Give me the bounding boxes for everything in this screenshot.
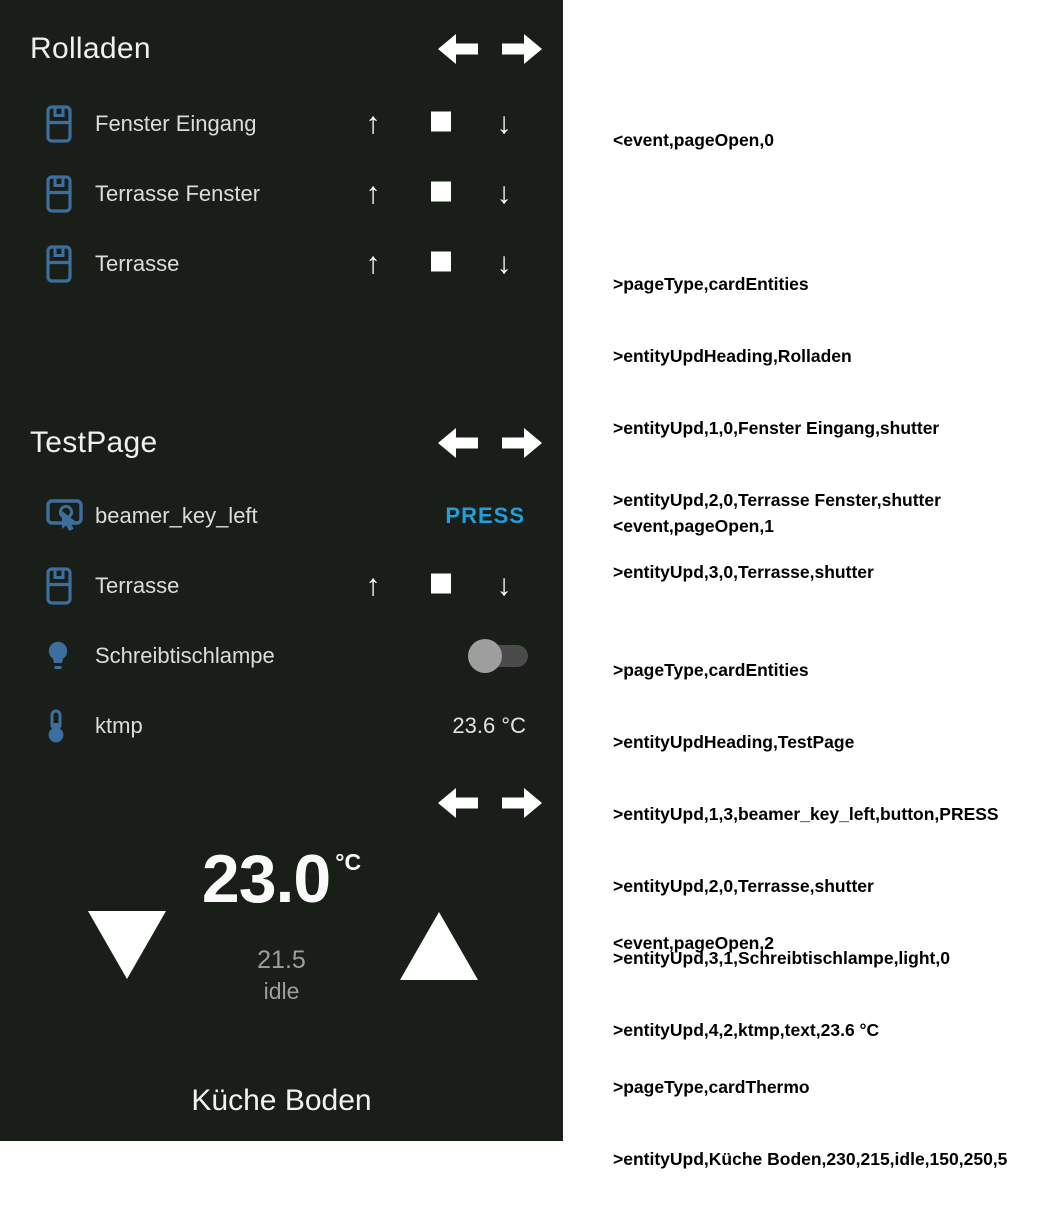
nav-prev-button left-arrow-icon[interactable] <box>438 428 478 458</box>
current-temperature-value: 23.0 <box>201 841 331 917</box>
page-nav <box>438 34 542 64</box>
shutter-stop-button stop-icon[interactable] <box>426 252 456 277</box>
log-line: >entityUpd,2,0,Terrasse,shutter <box>613 876 874 896</box>
entity-label: Terrasse <box>95 251 180 276</box>
log-gap <box>613 1003 1007 1027</box>
hvac-state: idle <box>263 978 300 1004</box>
log-gap <box>613 586 999 610</box>
entity-row <box>0 551 563 621</box>
light-toggle-switch[interactable] <box>468 639 528 673</box>
target-temperature: 21.5 <box>257 946 306 974</box>
thermometer-icon <box>46 709 66 743</box>
log-event-line: <event,pageOpen,2 <box>613 933 774 953</box>
shutter-down-button down-arrow-icon[interactable]: ↓ <box>496 107 512 140</box>
shutter-up-button up-arrow-icon[interactable]: ↑ <box>365 107 381 140</box>
card-rolladen-rows <box>0 89 563 299</box>
lightbulb-icon <box>46 641 70 671</box>
log-line: >entityUpd,3,1,Schreibtischlampe,light,0 <box>613 948 950 968</box>
shutter-up-button up-arrow-icon[interactable]: ↑ <box>365 569 381 602</box>
sensor-value: 23.6 °C <box>452 713 526 738</box>
log-line: >entityUpd,Küche Boden,230,215,idle,150,250,5 <box>613 1149 1008 1169</box>
nav-prev-button left-arrow-icon[interactable] <box>438 34 478 64</box>
log-event-line: <event,pageOpen,0 <box>613 130 774 150</box>
temperature-unit: °C <box>335 849 362 875</box>
log-gap <box>613 200 941 224</box>
nav-next-button right-arrow-icon[interactable] <box>502 788 542 818</box>
shutter-stop-button stop-icon[interactable] <box>426 112 456 137</box>
entity-label: Schreibtischlampe <box>95 643 275 668</box>
log-line: >entityUpd,1,0,Fenster Eingang,shutter <box>613 418 940 438</box>
log-line: >entityUpd,1,3,beamer_key_left,button,PRESS <box>613 804 999 824</box>
log-line: >entityUpd,2,0,Terrasse Fenster,shutter <box>613 490 941 510</box>
log-line: >pageType,cardEntities <box>613 274 809 294</box>
nav-prev-button left-arrow-icon[interactable] <box>438 788 478 818</box>
entity-label: beamer_key_left <box>95 503 258 528</box>
nav-next-button right-arrow-icon[interactable] <box>502 428 542 458</box>
card-testpage-header <box>30 419 542 467</box>
log-line: >pageType,cardThermo <box>613 1077 810 1097</box>
shutter-down-button down-arrow-icon[interactable]: ↓ <box>496 569 512 602</box>
entity-label: Fenster Eingang <box>95 111 257 136</box>
press-button[interactable]: PRESS <box>445 503 525 528</box>
entity-label: Terrasse Fenster <box>95 181 261 206</box>
entity-label: ktmp <box>95 713 143 738</box>
serial-log-block-2 <box>613 883 1007 1219</box>
log-line: >entityUpdHeading,TestPage <box>613 732 855 752</box>
shutter-stop-button stop-icon[interactable] <box>426 182 456 207</box>
entity-row <box>0 621 563 691</box>
page-nav <box>438 788 542 818</box>
page-nav <box>438 428 542 458</box>
current-temperature <box>0 841 563 917</box>
log-event-line: <event,pageOpen,1 <box>613 516 774 536</box>
entity-row <box>0 229 563 299</box>
window-shutter-icon <box>46 567 72 605</box>
thermostat-name: Küche Boden <box>191 1084 372 1117</box>
entity-row <box>0 89 563 159</box>
log-line: >entityUpdHeading,Rolladen <box>613 346 852 366</box>
shutter-down-button down-arrow-icon[interactable]: ↓ <box>496 177 512 210</box>
card-thermo-header <box>30 779 542 827</box>
toggle-knob <box>468 639 502 673</box>
log-line: >pageType,cardEntities <box>613 660 809 680</box>
log-line: >entityUpd,3,0,Terrasse,shutter <box>613 562 874 582</box>
entity-row <box>0 481 563 551</box>
entity-row <box>0 159 563 229</box>
shutter-stop-button stop-icon[interactable] <box>426 574 456 599</box>
card-testpage-rows <box>0 481 563 761</box>
gesture-tap-button-icon <box>46 498 84 534</box>
page-heading: Rolladen <box>30 32 151 65</box>
window-shutter-icon <box>46 245 72 283</box>
shutter-up-button up-arrow-icon[interactable]: ↑ <box>365 177 381 210</box>
entity-row <box>0 691 563 761</box>
window-shutter-icon <box>46 105 72 143</box>
page-heading: TestPage <box>30 426 158 459</box>
nav-next-button right-arrow-icon[interactable] <box>502 34 542 64</box>
card-rolladen-header <box>30 25 542 73</box>
shutter-down-button down-arrow-icon[interactable]: ↓ <box>496 247 512 280</box>
window-shutter-icon <box>46 175 72 213</box>
entity-label: Terrasse <box>95 573 180 598</box>
log-line: >entityUpd,4,2,ktmp,text,23.6 °C <box>613 1020 880 1040</box>
shutter-up-button up-arrow-icon[interactable]: ↑ <box>365 247 381 280</box>
